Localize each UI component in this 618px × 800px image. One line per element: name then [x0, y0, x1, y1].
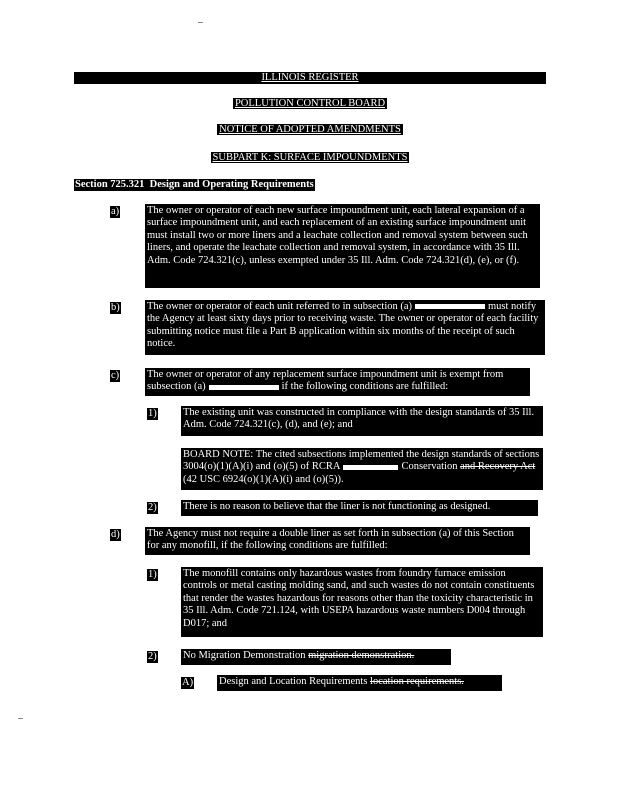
item-d2a-heading: Design and Location Requirements — [219, 676, 368, 687]
board-header — [74, 98, 546, 110]
redaction-block — [343, 465, 398, 470]
item-d1-label: 1) — [148, 569, 157, 580]
item-d2a-text — [219, 676, 500, 688]
scan-mark — [18, 718, 23, 719]
paragraph-a — [145, 204, 540, 288]
paragraph-a-text: The owner or operator of each new surface impoundment unit, each lateral expansion of a surface impoundment unit, and each replacement of an existing surface impoundment unit must install two or more liners and a leachate collection and removal system between such liners, and operate the leachate collection and removal system, in accordance with 35 Ill. Adm. Code 724.321(c), unless exempted under 35 Ill. Adm. Code 724.321(d), (e), or (f). — [147, 205, 528, 266]
item-d2-text — [183, 650, 449, 662]
section-title: Design and Operating Requirements — [149, 179, 314, 190]
paragraph-b-text-end: must notify the Agency at least sixty days prior to receiving waste. The owner or operator of each facility submitting notice must file a Part B application within six months of the receipt of such notice. — [147, 301, 539, 350]
paragraph-b-text-start: The owner or operator of each unit referred to in subsection (a) — [147, 301, 413, 312]
paragraph-b-label: b) — [111, 302, 120, 313]
board-note-deleted: and Recovery Act — [460, 461, 536, 473]
board-note-citation: (42 USC 6924(o)(1)(A)(i) and (o)(5)). — [183, 473, 344, 485]
notice-header — [74, 124, 546, 136]
item-c1-label: 1) — [148, 408, 157, 419]
register-header — [74, 72, 546, 84]
paragraph-d-text: The Agency must not require a double liner as set forth in subsection (a) of this Section for any monofill, if the following conditions are fulfilled: — [147, 528, 514, 552]
item-d2-deleted: migration demonstration. — [308, 650, 415, 661]
board-note-text — [183, 449, 541, 486]
board-note — [181, 448, 543, 490]
subpart-header — [74, 152, 546, 164]
item-c2-text: There is no reason to believe that the liner is not functioning as designed. — [183, 501, 491, 512]
notice-title: NOTICE OF ADOPTED AMENDMENTS — [219, 124, 401, 135]
paragraph-d-label: d) — [111, 529, 120, 540]
section-heading — [74, 179, 315, 191]
board-note-text-start: BOARD NOTE: The cited subsections implemented the design standards of sections 3004(o)(1)(A)(i) and (o)(5) of RCRA — [183, 449, 540, 473]
paragraph-a-label: a) — [111, 206, 120, 217]
item-d2a — [217, 675, 502, 691]
paragraph-c-text-end: if the following conditions are fulfilled: — [281, 381, 449, 393]
section-number: Section 725.321 — [75, 179, 145, 190]
item-c2-label: 2) — [148, 502, 157, 513]
register-title: ILLINOIS REGISTER — [74, 72, 546, 84]
board-title: POLLUTION CONTROL BOARD — [234, 98, 386, 109]
paragraph-c — [145, 368, 530, 396]
item-c1-text: The existing unit was constructed in compliance with the design standards of 35 Ill. Adm. Code 724.321(c), (d), and (e); and — [183, 407, 535, 431]
paragraph-d — [145, 527, 530, 555]
paragraph-c-label: c) — [111, 370, 120, 381]
paragraph-b-text — [147, 301, 543, 351]
paragraph-b — [145, 300, 545, 355]
board-note-conservation: Conservation — [401, 461, 458, 473]
item-c2 — [181, 500, 538, 516]
item-d2-heading: No Migration Demonstration — [183, 650, 306, 661]
item-d2 — [181, 649, 451, 665]
paragraph-c-text — [147, 369, 528, 394]
item-d2a-label: A) — [182, 677, 194, 688]
item-d1-text: The monofill contains only hazardous wastes from foundry furnace emission controls or metal casting molding sand, and such wastes do not contain constituents that render the wastes hazardous for reasons other than the toxicity characteristic in 35 Ill. Adm. Code 721.124, with USEPA hazardous waste numbers D004 through D017; and — [183, 568, 535, 629]
paragraph-c-text-start: The owner or operator of any replacement surface impoundment unit is exempt from subsection (a) — [147, 369, 504, 393]
item-c1 — [181, 406, 543, 436]
item-d2a-deleted: location requirements. — [370, 676, 464, 687]
item-d1 — [181, 567, 543, 637]
scan-mark — [198, 22, 203, 23]
subpart-title: SUBPART K: SURFACE IMPOUNDMENTS — [212, 152, 408, 163]
item-d2-label: 2) — [148, 651, 157, 662]
redaction-block — [415, 304, 485, 309]
redaction-block — [209, 385, 279, 390]
